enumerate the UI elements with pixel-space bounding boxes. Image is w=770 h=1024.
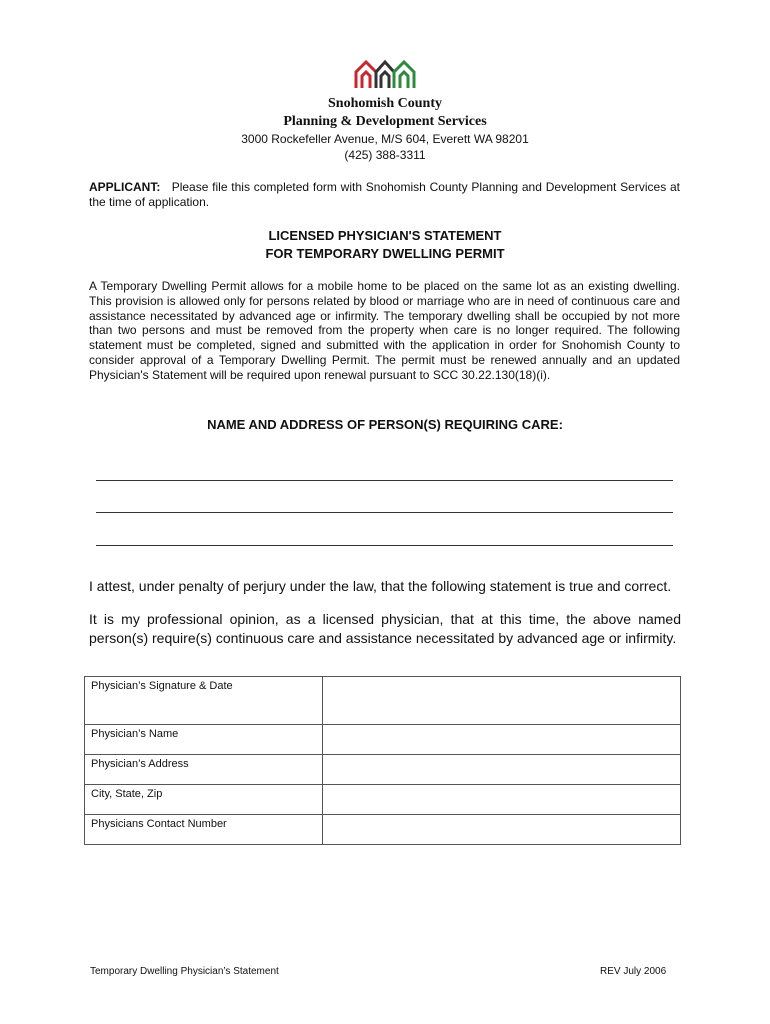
applicant-instructions [89,180,680,210]
opinion-statement: It is my professional opinion, as a licensed physician, that at this time, the above named person(s) require(s) continuous care and assistance necessitated by advanced age or infirmity. [89,611,681,646]
physician-info-table [84,676,681,845]
table-row [85,785,681,815]
care-recipient-line-3[interactable] [96,545,673,546]
form-title-line2: FOR TEMPORARY DWELLING PERMIT [265,246,505,261]
org-address: 3000 Rockefeller Avenue, M/S 604, Everett WA 98201 [241,132,529,146]
table-row [85,677,681,725]
applicant-label: APPLICANT: [89,180,161,194]
org-phone: (425) 388-3311 [344,148,426,162]
table-row [85,755,681,785]
table-row [85,815,681,845]
county-logo-icon [352,58,418,92]
org-name: Snohomish County [328,96,442,111]
city-state-zip-label: City, State, Zip [85,785,323,815]
physician-address-field[interactable] [323,755,681,785]
applicant-text: Please file this completed form with Snohomish County Planning and Development Services at the time of application. [89,180,680,209]
contact-number-field[interactable] [323,815,681,845]
org-department: Planning & Development Services [283,114,487,129]
signature-date-label: Physician’s Signature & Date [85,677,323,725]
table-row [85,725,681,755]
intro-paragraph: A Temporary Dwelling Permit allows for a mobile home to be placed on the same lot as an existing dwelling. This provision is allowed only for persons related by blood or marriage who are in need of continuous care and assistance necessitated by advanced age or infirmity. The temporary dwelling shall be occupied by not more than two persons and must be removed from the property when care is no longer required. The following statement must be completed, signed and submitted with the application in order for Snohomish County to consider approval of a Temporary Dwelling Permit. The permit must be renewed annually and an updated Physician's Statement will be required upon renewal pursuant to SCC 30.22.130(18)(i). [89,279,680,382]
signature-date-field[interactable] [323,677,681,725]
city-state-zip-field[interactable] [323,785,681,815]
contact-number-label: Physicians Contact Number [85,815,323,845]
footer-document-title: Temporary Dwelling Physician’s Statement [90,966,279,977]
physician-name-label: Physician’s Name [85,725,323,755]
footer-revision: REV July 2006 [600,966,667,977]
care-recipient-line-2[interactable] [96,512,673,513]
form-title-line1: LICENSED PHYSICIAN'S STATEMENT [268,228,502,243]
care-recipient-heading: NAME AND ADDRESS OF PERSON(S) REQUIRING CARE: [207,417,563,432]
physician-address-label: Physician’s Address [85,755,323,785]
care-recipient-line-1[interactable] [96,480,673,481]
attestation-statement: I attest, under penalty of perjury under the law, that the following statement is true and correct. [89,578,672,594]
physician-name-field[interactable] [323,725,681,755]
